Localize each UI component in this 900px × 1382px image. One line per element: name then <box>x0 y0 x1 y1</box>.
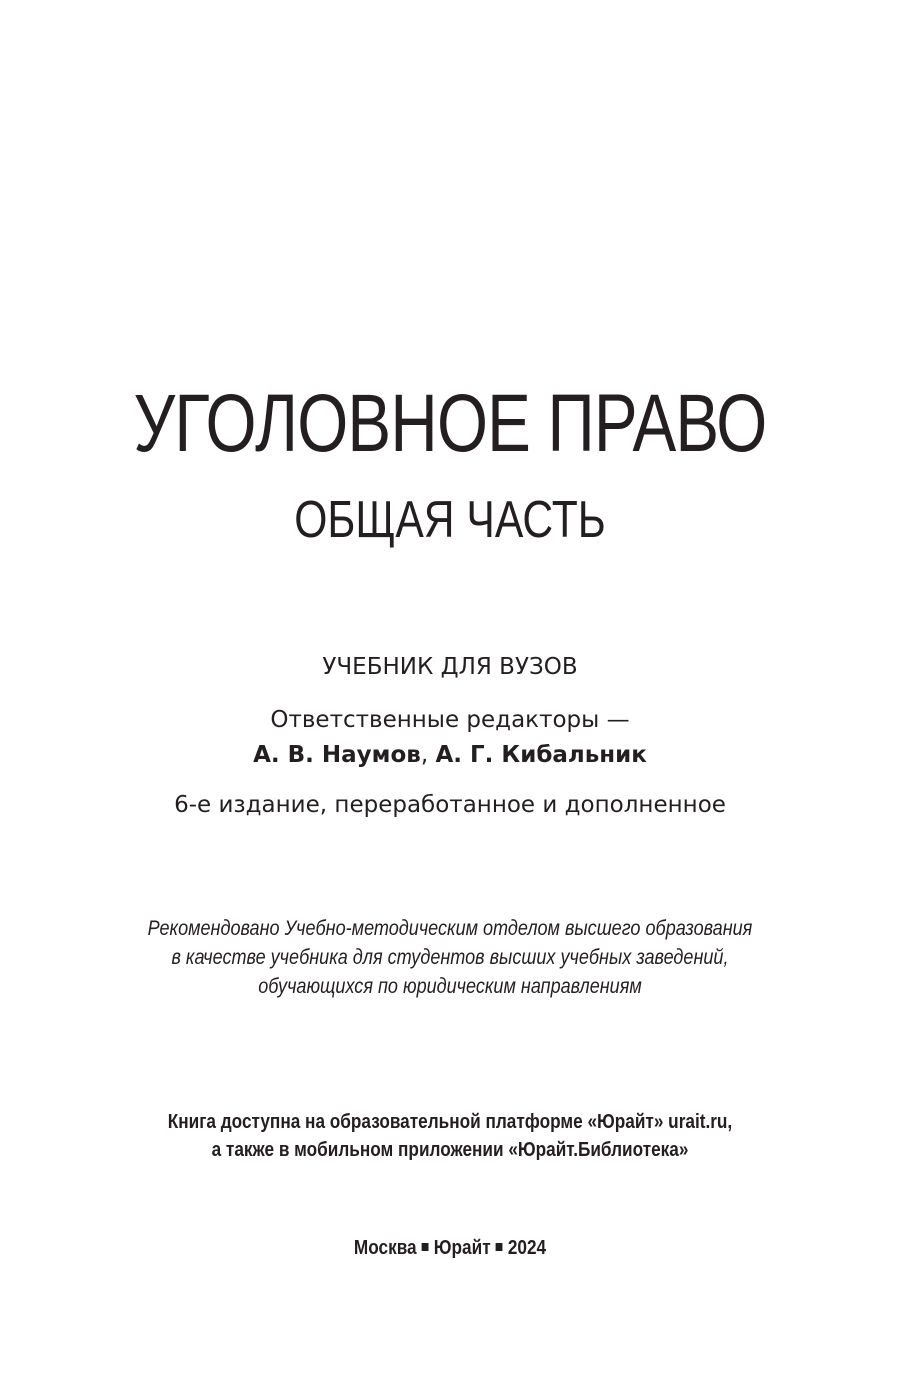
availability-line-1: Книга доступна на образовательной платформе «Юрайт» urait.ru, <box>167 1111 733 1133</box>
square-bullet-icon <box>496 1243 503 1251</box>
edition-note: 6-е издание, переработанное и дополненное <box>174 792 726 818</box>
book-kind: УЧЕБНИК ДЛЯ ВУЗОВ <box>322 654 578 680</box>
imprint-publisher: Юрайт <box>433 1237 491 1259</box>
square-bullet-icon <box>422 1243 429 1251</box>
editor-separator: , <box>420 742 436 768</box>
editor-name-2: А. Г. Кибальник <box>435 742 647 768</box>
recommendation-line-2: в качестве учебника для студентов высших учебных заведений, <box>171 946 729 969</box>
imprint-year: 2024 <box>507 1237 547 1259</box>
book-subtitle: ОБЩАЯ ЧАСТЬ <box>294 491 606 549</box>
recommendation-line-1: Рекомендовано Учебно-методическим отделом высшего образования <box>147 917 753 940</box>
editors-label: Ответственные редакторы — <box>270 707 630 733</box>
editor-name-1: А. В. Наумов <box>253 742 421 768</box>
imprint <box>63 1234 837 1262</box>
imprint-city: Москва <box>353 1237 417 1259</box>
editors-names <box>0 740 900 770</box>
availability-line-2: а также в мобильном приложении «Юрайт.Библиотека» <box>211 1139 689 1161</box>
recommendation-line-3: обучающихся по юридическим направлениям <box>258 975 642 998</box>
book-title: УГОЛОВНОЕ ПРАВО <box>133 378 767 469</box>
